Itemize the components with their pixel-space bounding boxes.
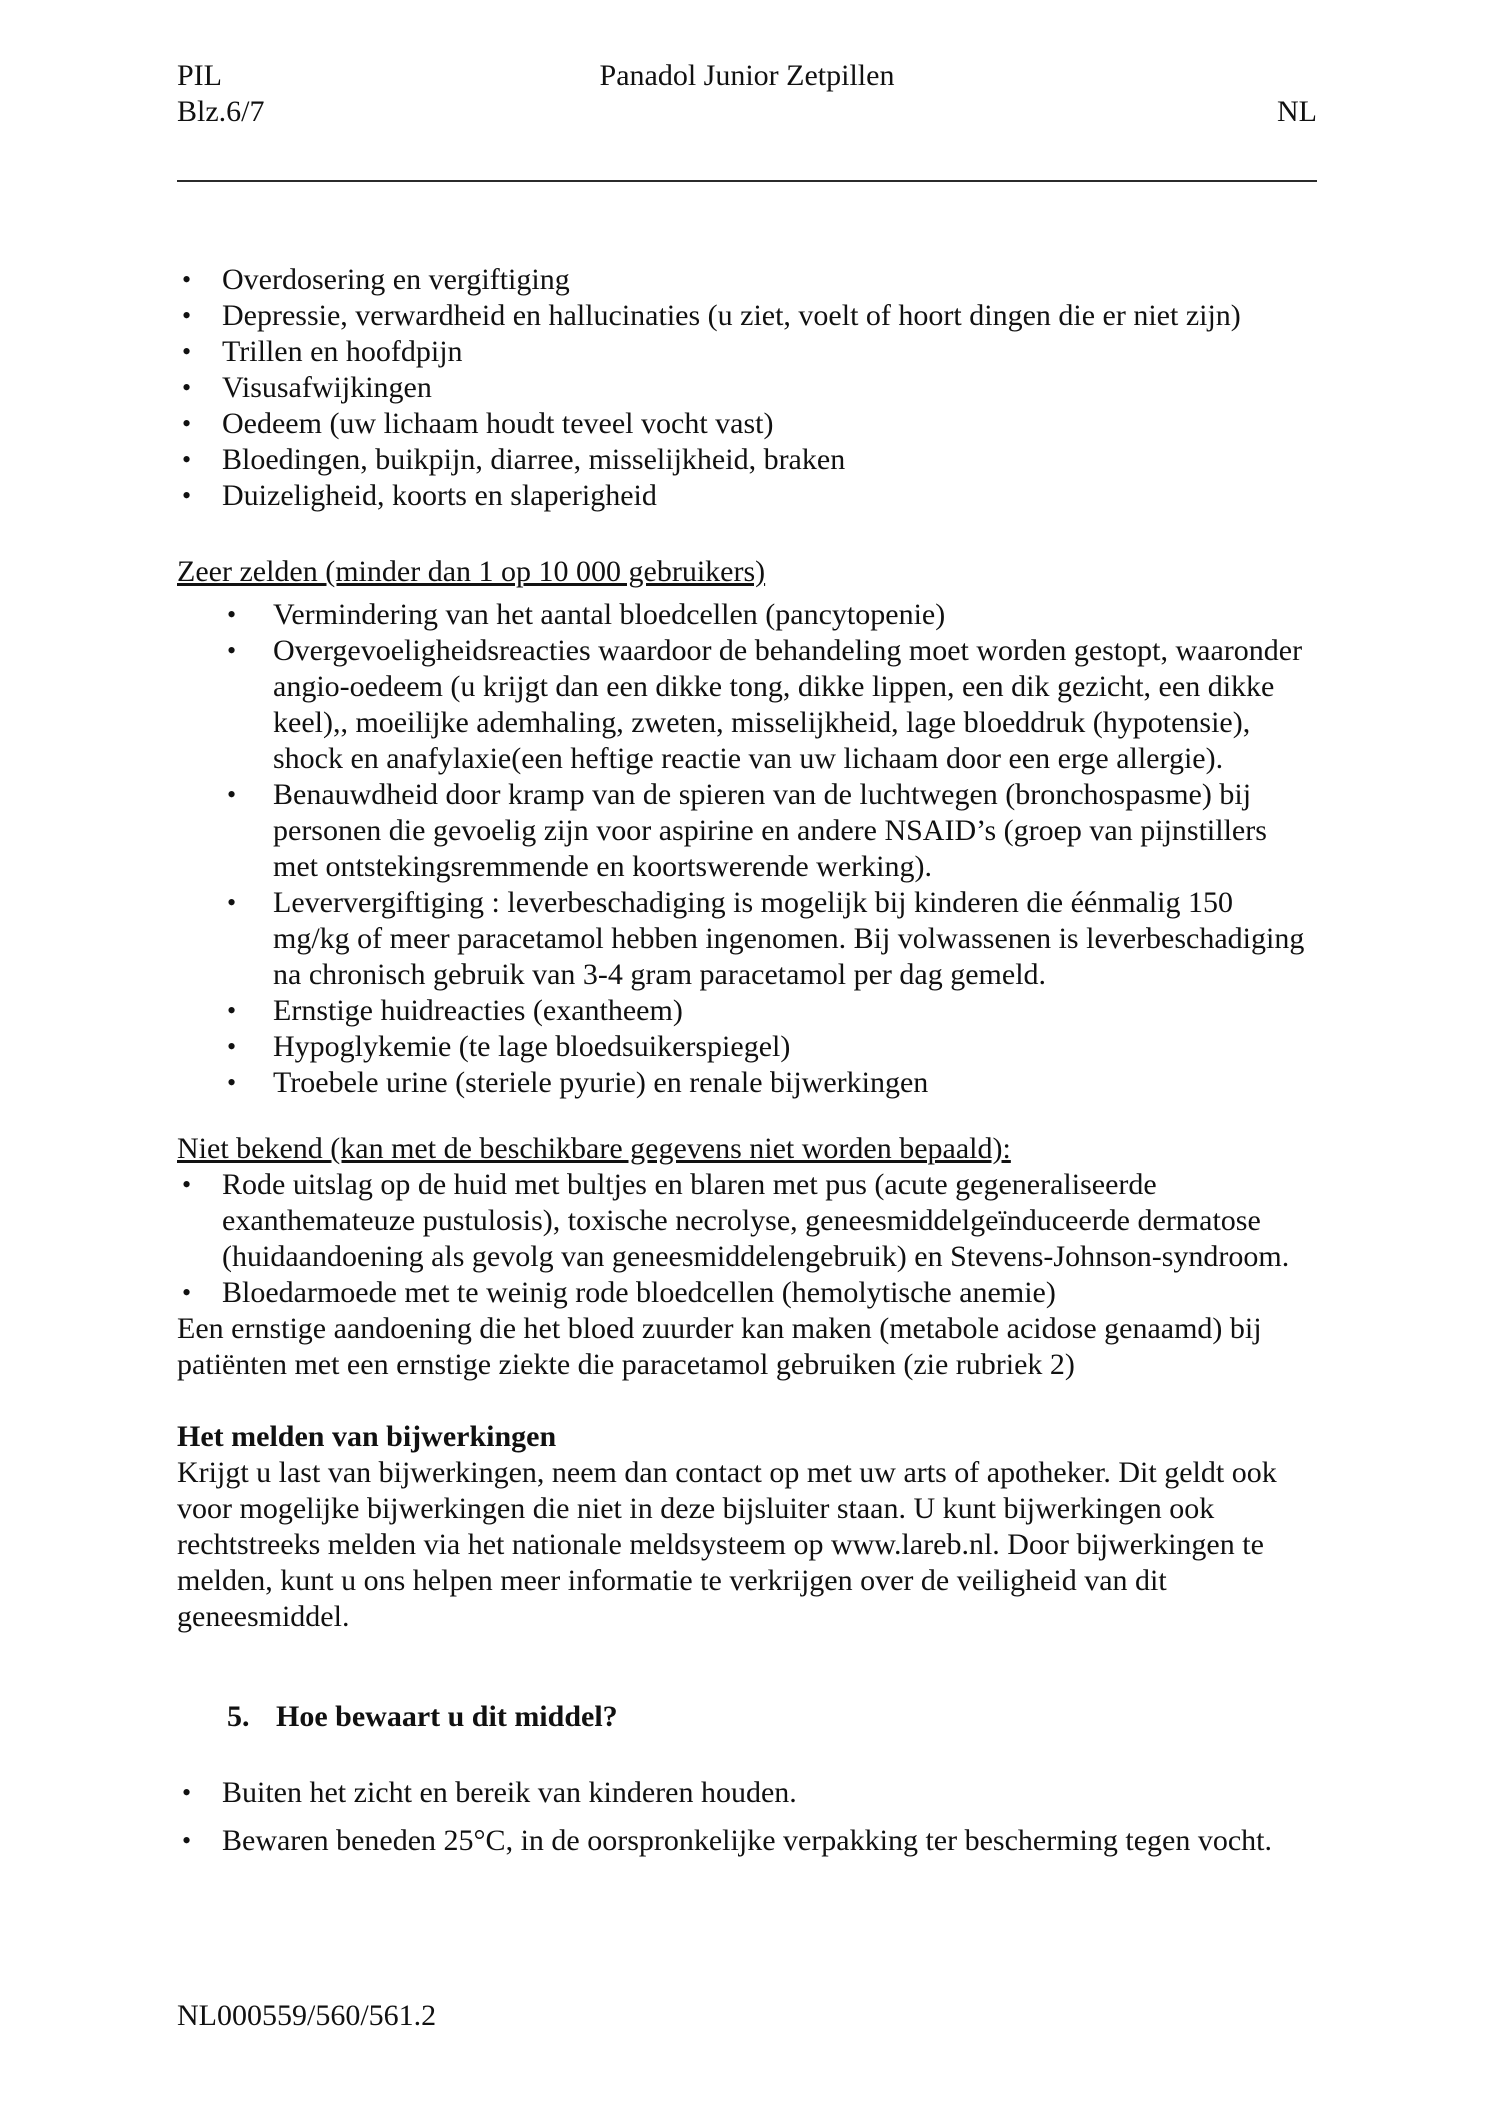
page-header <box>177 58 1317 130</box>
list-item-text: Hypoglykemie (te lage bloedsuikerspiegel) <box>273 1030 791 1063</box>
bullet-icon: • <box>227 1068 237 1097</box>
list-item-text: Trillen en hoofdpijn <box>222 335 463 368</box>
bullet-icon: • <box>227 888 237 917</box>
list-item-text: Overdosering en vergiftiging <box>222 263 570 296</box>
bullet-icon: • <box>182 301 192 330</box>
bullet-icon: • <box>182 373 192 402</box>
list-item-text: Ernstige huidreacties (exantheem) <box>273 994 683 1027</box>
list-item-text: Bloedarmoede met te weinig rode bloedcellen (hemolytische anemie) <box>222 1276 1056 1309</box>
section-number: 5. <box>227 1700 250 1733</box>
bullet-icon: • <box>227 636 237 665</box>
language-label: NL <box>1277 95 1317 128</box>
reporting-paragraph: Krijgt u last van bijwerkingen, neem dan contact op met uw arts of apotheker. Dit geldt ook voor mogelijke bijwerkingen die niet in deze bijsluiter staan. U kunt bijwerkingen ook rechtstreeks melden via het nationale meldsysteem op www.lareb.nl. Door bijwerkingen te melden, kunt u ons helpen meer informatie te verkrijgen over de veiligheid van dit geneesmiddel. <box>177 1456 1277 1633</box>
bullet-icon: • <box>182 1778 192 1807</box>
bullet-icon: • <box>182 1278 192 1307</box>
list-item <box>227 597 1317 633</box>
header-rule <box>177 180 1317 182</box>
list-item <box>227 993 1317 1029</box>
list-item <box>177 1823 1317 1859</box>
list-item <box>177 478 1317 514</box>
list-item-text: Vermindering van het aantal bloedcellen (pancytopenie) <box>273 598 946 631</box>
not-known-heading: Niet bekend (kan met de beschikbare gegevens niet worden bepaald): <box>177 1132 1011 1165</box>
list-item-text: Benauwdheid door kramp van de spieren van de luchtwegen (bronchospasme) bij personen die gevoelig zijn voor aspirine en andere NSAID’s (groep van pijnstillers met ontstekingsremmende en koortswerende werking). <box>273 778 1267 883</box>
bullet-icon: • <box>182 481 192 510</box>
bullet-icon: • <box>227 996 237 1025</box>
list-item-text: Duizeligheid, koorts en slaperigheid <box>222 479 657 512</box>
bullet-icon: • <box>182 265 192 294</box>
not-known-list <box>177 1167 1317 1311</box>
list-item-text: Depressie, verwardheid en hallucinaties (u ziet, voelt of hoort dingen die er niet zijn) <box>222 299 1241 332</box>
list-item <box>227 1029 1317 1065</box>
list-item <box>177 262 1317 298</box>
list-item <box>177 442 1317 478</box>
acidosis-note: Een ernstige aandoening die het bloed zuurder kan maken (metabole acidose genaamd) bij patiënten met een ernstige ziekte die paracetamol gebruiken (zie rubriek 2) <box>177 1312 1262 1381</box>
bullet-icon: • <box>182 337 192 366</box>
bullet-icon: • <box>182 1826 192 1855</box>
list-item-text: Buiten het zicht en bereik van kinderen houden. <box>222 1776 797 1809</box>
list-item-text: Bewaren beneden 25°C, in de oorspronkelijke verpakking ter bescherming tegen vocht. <box>222 1824 1272 1857</box>
list-item <box>177 1775 1317 1811</box>
list-item <box>227 777 1317 885</box>
bullet-icon: • <box>182 445 192 474</box>
section-5-heading <box>177 1699 1317 1735</box>
list-item-text: Rode uitslag op de huid met bultjes en blaren met pus (acute gegeneraliseerde exanthemateuze pustulosis), toxische necrolyse, geneesmiddelgeïnduceerde dermatose (huidaandoening als gevolg van geneesmiddelengebruik) en Stevens-Johnson-syndroom. <box>222 1168 1290 1273</box>
list-item-text: Leververgiftiging : leverbeschadiging is mogelijk bij kinderen die éénmalig 150 mg/kg of meer paracetamol hebben ingenomen. Bij volwassenen is leverbeschadiging na chronisch gebruik van 3-4 gram paracetamol per dag gemeld. <box>273 886 1305 991</box>
list-item <box>227 1065 1317 1101</box>
list-item <box>177 298 1317 334</box>
very-rare-list <box>177 597 1317 1101</box>
header-left <box>177 58 600 130</box>
list-item <box>177 334 1317 370</box>
section-title: Hoe bewaart u dit middel? <box>276 1700 618 1733</box>
list-item <box>177 1275 1317 1311</box>
list-item <box>227 885 1317 993</box>
list-item <box>177 370 1317 406</box>
list-item-text: Troebele urine (steriele pyurie) en renale bijwerkingen <box>273 1066 929 1099</box>
very-rare-heading: Zeer zelden (minder dan 1 op 10 000 gebruikers) <box>177 555 766 588</box>
bullet-icon: • <box>227 1032 237 1061</box>
list-item <box>177 1167 1317 1275</box>
doc-type-label: PIL <box>177 59 222 92</box>
reporting-heading: Het melden van bijwerkingen <box>177 1420 557 1453</box>
doc-title: Panadol Junior Zetpillen <box>599 59 895 92</box>
document-reference: NL000559/560/561.2 <box>177 1999 437 2032</box>
storage-list <box>177 1775 1317 1859</box>
list-item <box>177 406 1317 442</box>
list-item-text: Oedeem (uw lichaam houdt teveel vocht vast) <box>222 407 774 440</box>
list-item-text: Visusafwijkingen <box>222 371 432 404</box>
bullet-icon: • <box>227 780 237 809</box>
bullet-icon: • <box>227 600 237 629</box>
page-number-label: Blz.6/7 <box>177 95 265 128</box>
list-item-text: Bloedingen, buikpijn, diarree, misselijkheid, braken <box>222 443 846 476</box>
bullet-icon: • <box>182 1170 192 1199</box>
list-item <box>227 633 1317 777</box>
list-item-text: Overgevoeligheidsreacties waardoor de behandeling moet worden gestopt, waaronder angio-oedeem (u krijgt dan een dikke tong, dikke lippen, een dik gezicht, een dikke keel),, moeilijke ademhaling, zweten, misselijkheid, lage bloeddruk (hypotensie), shock en anafylaxie(een heftige reactie van uw lichaam door een erge allergie). <box>273 634 1303 775</box>
bullet-icon: • <box>182 409 192 438</box>
common-effects-list <box>177 262 1317 514</box>
